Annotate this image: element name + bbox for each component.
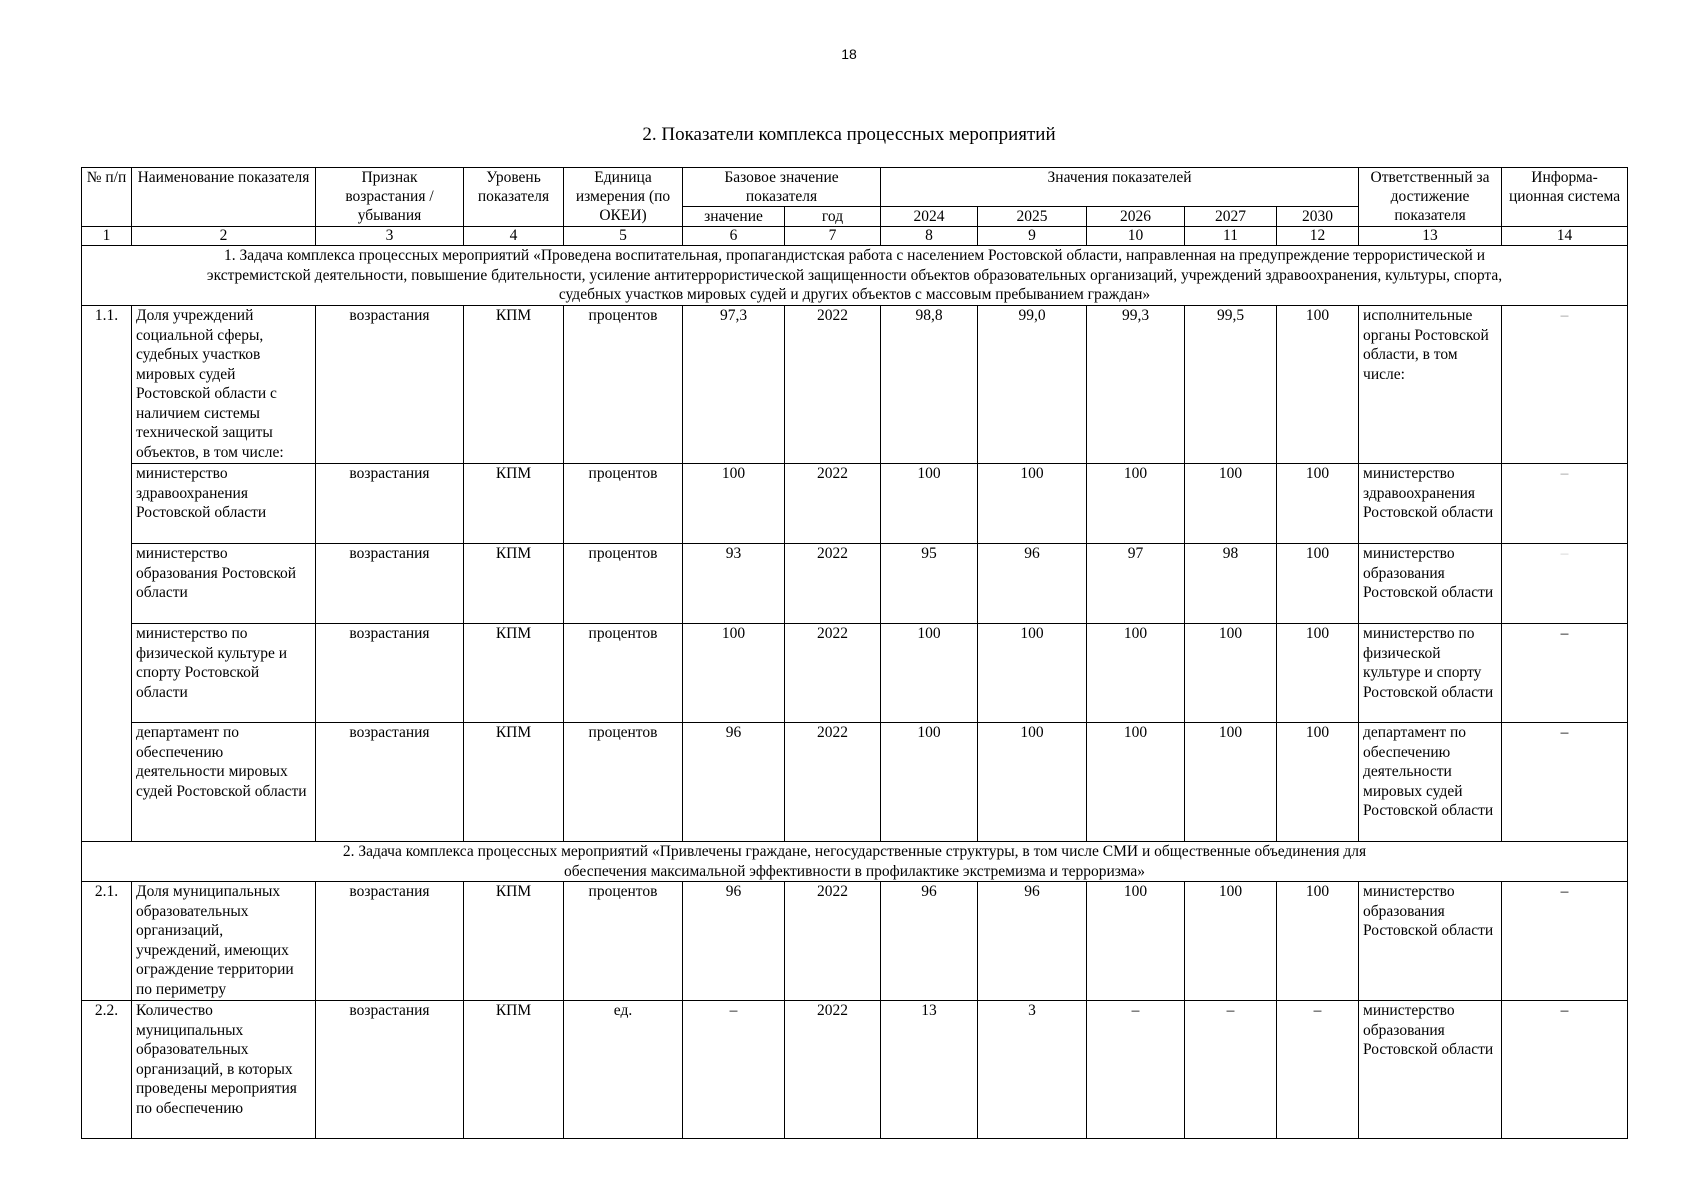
value-2025: 96 bbox=[978, 544, 1087, 624]
header-level: Уровень показателя bbox=[464, 168, 564, 227]
responsible: департамент по обеспечению деятельности мировых судей Ростовской области bbox=[1359, 723, 1502, 842]
header-responsible: Ответственный за достижение показателя bbox=[1359, 168, 1502, 227]
col-num: 6 bbox=[683, 227, 785, 246]
indicator-name: департамент по обеспечению деятельности мировых судей Ростовской области bbox=[132, 723, 316, 842]
col-num: 5 bbox=[564, 227, 683, 246]
column-numbers-row bbox=[82, 227, 1628, 246]
header-trend: Признак возрастания / убывания bbox=[316, 168, 464, 227]
value-2030: 100 bbox=[1277, 464, 1359, 544]
base-year: 2022 bbox=[785, 306, 881, 464]
value-2027: 100 bbox=[1185, 723, 1277, 842]
value-2027: 100 bbox=[1185, 464, 1277, 544]
indicator-name: Доля учреждений социальной сферы, судебных участков мировых судей Ростовской области с наличием системы технической защиты объектов, в том числе: bbox=[132, 306, 316, 464]
unit: процентов bbox=[564, 723, 683, 842]
header-num: № п/п bbox=[82, 168, 132, 227]
value-2027: 100 bbox=[1185, 882, 1277, 1001]
row-num: 2.2. bbox=[82, 1001, 132, 1139]
value-2030: 100 bbox=[1277, 624, 1359, 723]
header-values: Значения показателей bbox=[881, 168, 1359, 207]
unit: процентов bbox=[564, 306, 683, 464]
unit: процентов bbox=[564, 544, 683, 624]
value-2026: 97 bbox=[1087, 544, 1185, 624]
info-system: – bbox=[1502, 1001, 1628, 1139]
col-num: 2 bbox=[132, 227, 316, 246]
page-number: 18 bbox=[841, 46, 857, 62]
header-year-2026: 2026 bbox=[1087, 207, 1185, 227]
base-value: 93 bbox=[683, 544, 785, 624]
col-num: 13 bbox=[1359, 227, 1502, 246]
indicator-name: министерство по физической культуре и спорту Ростовской области bbox=[132, 624, 316, 723]
value-2030: 100 bbox=[1277, 544, 1359, 624]
value-2030: 100 bbox=[1277, 306, 1359, 464]
indicator-name: Количество муниципальных образовательных организаций, в которых проведены мероприятия по обеспечению bbox=[132, 1001, 316, 1139]
value-2026: 100 bbox=[1087, 464, 1185, 544]
base-value: 97,3 bbox=[683, 306, 785, 464]
value-2024: 98,8 bbox=[881, 306, 978, 464]
info-system: – bbox=[1502, 624, 1628, 723]
table-row bbox=[82, 624, 1628, 723]
value-2024: 100 bbox=[881, 624, 978, 723]
value-2024: 96 bbox=[881, 882, 978, 1001]
value-2026: – bbox=[1087, 1001, 1185, 1139]
base-value: – bbox=[683, 1001, 785, 1139]
value-2030: 100 bbox=[1277, 882, 1359, 1001]
value-2025: 100 bbox=[978, 464, 1087, 544]
indicator-name: Доля муниципальных образовательных организаций, учреждений, имеющих ограждение территории по периметру bbox=[132, 882, 316, 1001]
col-num: 4 bbox=[464, 227, 564, 246]
value-2025: 100 bbox=[978, 624, 1087, 723]
header-infosys: Информа-ционная система bbox=[1502, 168, 1628, 227]
header-base: Базовое значение показателя bbox=[683, 168, 881, 207]
trend: возрастания bbox=[316, 1001, 464, 1139]
task-row bbox=[82, 842, 1628, 882]
value-2030: – bbox=[1277, 1001, 1359, 1139]
value-2026: 99,3 bbox=[1087, 306, 1185, 464]
header-base-value: значение bbox=[683, 207, 785, 227]
responsible: министерство здравоохранения Ростовской области bbox=[1359, 464, 1502, 544]
base-value: 96 bbox=[683, 882, 785, 1001]
trend: возрастания bbox=[316, 624, 464, 723]
col-num: 7 bbox=[785, 227, 881, 246]
header-row bbox=[82, 168, 1628, 207]
table-row bbox=[82, 544, 1628, 624]
value-2025: 3 bbox=[978, 1001, 1087, 1139]
header-year-2030: 2030 bbox=[1277, 207, 1359, 227]
unit: ед. bbox=[564, 1001, 683, 1139]
level: КПМ bbox=[464, 882, 564, 1001]
info-system: – bbox=[1502, 306, 1628, 464]
level: КПМ bbox=[464, 624, 564, 723]
info-system: – bbox=[1502, 882, 1628, 1001]
value-2027: 99,5 bbox=[1185, 306, 1277, 464]
value-2025: 99,0 bbox=[978, 306, 1087, 464]
col-num: 11 bbox=[1185, 227, 1277, 246]
value-2027: 100 bbox=[1185, 624, 1277, 723]
table-row bbox=[82, 882, 1628, 1001]
base-value: 100 bbox=[683, 464, 785, 544]
level: КПМ bbox=[464, 306, 564, 464]
table-row bbox=[82, 723, 1628, 842]
col-num: 12 bbox=[1277, 227, 1359, 246]
info-system: – bbox=[1502, 464, 1628, 544]
header-year-2025: 2025 bbox=[978, 207, 1087, 227]
responsible: министерство образования Ростовской области bbox=[1359, 882, 1502, 1001]
level: КПМ bbox=[464, 544, 564, 624]
unit: процентов bbox=[564, 882, 683, 1001]
page-title: 2. Показатели комплекса процессных мероприятий bbox=[642, 124, 1056, 145]
value-2030: 100 bbox=[1277, 723, 1359, 842]
table-row bbox=[82, 464, 1628, 544]
level: КПМ bbox=[464, 723, 564, 842]
responsible: исполнительные органы Ростовской области, в том числе: bbox=[1359, 306, 1502, 464]
value-2024: 95 bbox=[881, 544, 978, 624]
header-base-year: год bbox=[785, 207, 881, 227]
value-2025: 100 bbox=[978, 723, 1087, 842]
base-year: 2022 bbox=[785, 464, 881, 544]
value-2027: – bbox=[1185, 1001, 1277, 1139]
value-2026: 100 bbox=[1087, 723, 1185, 842]
trend: возрастания bbox=[316, 882, 464, 1001]
responsible: министерство образования Ростовской области bbox=[1359, 544, 1502, 624]
level: КПМ bbox=[464, 1001, 564, 1139]
value-2024: 100 bbox=[881, 464, 978, 544]
trend: возрастания bbox=[316, 723, 464, 842]
header-name: Наименование показателя bbox=[132, 168, 316, 227]
header-unit: Единица измерения (по ОКЕИ) bbox=[564, 168, 683, 227]
table-row bbox=[82, 1001, 1628, 1139]
unit: процентов bbox=[564, 464, 683, 544]
value-2026: 100 bbox=[1087, 624, 1185, 723]
indicator-name: министерство образования Ростовской области bbox=[132, 544, 316, 624]
row-num: 2.1. bbox=[82, 882, 132, 1001]
level: КПМ bbox=[464, 464, 564, 544]
col-num: 9 bbox=[978, 227, 1087, 246]
base-year: 2022 bbox=[785, 1001, 881, 1139]
col-num: 14 bbox=[1502, 227, 1628, 246]
col-num: 1 bbox=[82, 227, 132, 246]
value-2024: 13 bbox=[881, 1001, 978, 1139]
table-row bbox=[82, 306, 1628, 464]
base-value: 100 bbox=[683, 624, 785, 723]
row-num: 1.1. bbox=[82, 306, 132, 842]
indicators-table bbox=[81, 167, 1628, 1139]
col-num: 8 bbox=[881, 227, 978, 246]
header-year-2024: 2024 bbox=[881, 207, 978, 227]
info-system: – bbox=[1502, 544, 1628, 624]
responsible: министерство по физической культуре и спорту Ростовской области bbox=[1359, 624, 1502, 723]
trend: возрастания bbox=[316, 544, 464, 624]
base-year: 2022 bbox=[785, 723, 881, 842]
value-2027: 98 bbox=[1185, 544, 1277, 624]
col-num: 10 bbox=[1087, 227, 1185, 246]
base-year: 2022 bbox=[785, 882, 881, 1001]
value-2025: 96 bbox=[978, 882, 1087, 1001]
unit: процентов bbox=[564, 624, 683, 723]
responsible: министерство образования Ростовской области bbox=[1359, 1001, 1502, 1139]
value-2024: 100 bbox=[881, 723, 978, 842]
task-2-title: 2. Задача комплекса процессных мероприятий «Привлечены граждане, негосударственные структуры, в том числе СМИ и общественные объединения для обеспечения максимальной эффективности в профилактике экстремизма и терроризма» bbox=[82, 842, 1628, 882]
info-system: – bbox=[1502, 723, 1628, 842]
task-row bbox=[82, 246, 1628, 306]
base-value: 96 bbox=[683, 723, 785, 842]
base-year: 2022 bbox=[785, 624, 881, 723]
base-year: 2022 bbox=[785, 544, 881, 624]
task-1-title: 1. Задача комплекса процессных мероприятий «Проведена воспитательная, пропагандистская работа с населением Ростовской области, направленная на предупреждение террористической и экстремистской деятельности, повышение бдительности, усиление антитеррористической защищенности объектов образовательных организаций, учреждений здравоохранения, культуры, спорта, судебных участков мировых судей и других объектов с массовым пребыванием граждан» bbox=[82, 246, 1628, 306]
header-year-2027: 2027 bbox=[1185, 207, 1277, 227]
value-2026: 100 bbox=[1087, 882, 1185, 1001]
trend: возрастания bbox=[316, 464, 464, 544]
indicator-name: министерство здравоохранения Ростовской области bbox=[132, 464, 316, 544]
col-num: 3 bbox=[316, 227, 464, 246]
trend: возрастания bbox=[316, 306, 464, 464]
